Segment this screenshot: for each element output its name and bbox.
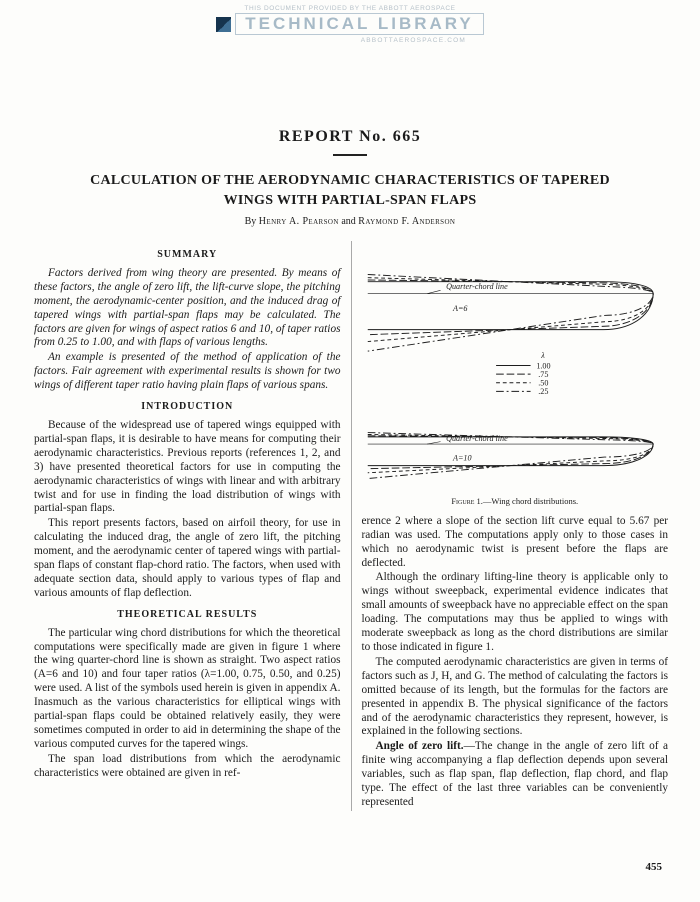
figure-legend <box>496 351 550 396</box>
right-paragraph-2: Although the ordinary lifting-line theory is applicable only to wings without sweepback, experimental evidence indicates that small amounts of sweepback have no appreciable effect on the span loading. The computations may thus be applied to wings with moderate sweepback as long as the chord distributions are similar to those indicated in figure 1. <box>361 571 668 653</box>
theoretical-paragraph-2: The span load distributions from which the aerodynamic characteristics were obtained are given in ref- <box>34 752 341 779</box>
watermark-frame <box>235 13 484 35</box>
figure-1 <box>362 241 669 509</box>
theoretical-results-heading: THEORETICAL RESULTS <box>117 608 258 620</box>
watermark-row <box>200 13 500 35</box>
introduction-paragraph-2: This report presents factors, based on airfoil theory, for use in calculating the induced drag, the angle of zero lift, the pitching moment, and the aerodynamic center of tapered wings with partial-span flaps of constant flap-chord ratio. The factors, when used with adequate section data, should apply to various types of flap and various amounts of flap deflection. <box>34 517 341 599</box>
right-paragraph-3: The computed aerodynamic characteristics are given in terms of factors such as J, H, and G. The method of calculating the factors is omitted because of its length, but the formulas for the factors are presented in appendix B. The physical significance of the factors and of the aerodynamic characteristics they represent, however, is explained in the following sections. <box>361 655 668 738</box>
title-line-1: CALCULATION OF THE AERODYNAMIC CHARACTERISTICS OF TAPERED <box>90 173 610 188</box>
byline <box>0 216 700 227</box>
wing-outline-taper-25-a6 <box>367 275 652 352</box>
wing-outline-taper-25-a10 <box>367 433 652 479</box>
angle-of-zero-lift-paragraph <box>362 740 669 810</box>
wing-outline-taper-50-a10 <box>367 434 652 472</box>
wing-outline-taper-75-a10 <box>367 436 652 469</box>
title-line-2: WINGS WITH PARTIAL-SPAN FLAPS <box>223 192 477 208</box>
quarter-chord-leader-a6 <box>427 290 440 293</box>
report-rule <box>333 154 367 156</box>
legend-title-lambda: λ <box>540 350 545 360</box>
right-paragraph-1: erence 2 where a slope of the section lift curve equal to 5.67 per radian was used. The computations apply only to those cases in which no aerodynamic twist is present before the flaps are deflected. <box>361 514 668 569</box>
legend-value-100: 1.00 <box>535 361 551 371</box>
quarter-chord-leader-a10 <box>427 442 440 444</box>
legend-value-50: .50 <box>537 378 548 388</box>
page-number: 455 <box>645 861 662 873</box>
page-title <box>55 171 645 210</box>
byline-prefix: By <box>244 216 259 227</box>
watermark-library-title: TECHNICAL LIBRARY <box>245 14 474 33</box>
angle-of-zero-lift-lead: Angle of zero lift. <box>375 740 464 753</box>
angle-of-zero-lift-text: —The change in the angle of zero lift of a finite wing accompanying a flap deflection depends upon several variables, such as flap span, flap deflection, flap chord, and flap type. The effect of the last three variables can be conveniently represented <box>361 740 668 808</box>
wing-outline-taper-100-a6 <box>367 282 652 330</box>
figure-caption-lead: Figure 1. <box>451 495 483 506</box>
summary-paragraph-1: Factors derived from wing theory are presented. By means of these factors, the angle of zero lift, the lift-curve slope, the pitching moment, the aerodynamic-center position, and the induced drag of tapered wings with partial-span flaps may be calculated. The factors are given for wings of aspect ratios 6 and 10, of taper ratios from 0.25 to 1.00, and with flaps of various lengths. <box>34 266 341 349</box>
left-column <box>34 241 351 811</box>
introduction-paragraph-1: Because of the widespread use of tapered wings equipped with partial-span flaps, it is desirable to have means for computing their aerodynamic characteristics. Previous reports (references 1, 2, and 3) have presented theoretical factors for use in computing the aerodynamic characteristics of wings with linear and with arbitrary twist and for use in finding the load distribution of wings with partial-span flaps. <box>34 418 341 515</box>
watermark-provided-by-text: THIS DOCUMENT PROVIDED BY THE ABBOTT AEROSPACE <box>244 5 456 12</box>
watermark <box>200 5 500 44</box>
figure-caption <box>362 495 669 509</box>
aspect-ratio-label-a10: A=10 <box>452 453 472 463</box>
author-2: Raymond F. Anderson <box>358 216 456 227</box>
aspect-ratio-label-a6: A=6 <box>452 303 468 313</box>
legend-value-75: .75 <box>537 370 548 380</box>
figure-caption-text: —Wing chord distributions. <box>482 495 579 506</box>
quarter-chord-label-a10: Quarter-chord line <box>445 434 508 444</box>
wing-chord-distributions-figure <box>362 241 669 492</box>
body-columns <box>34 241 668 811</box>
wing-outline-taper-75-a6 <box>367 280 652 335</box>
legend-value-25: .25 <box>537 387 548 397</box>
wing-outline-taper-50-a6 <box>367 278 652 342</box>
quarter-chord-label-a6: Quarter-chord line <box>445 281 508 291</box>
summary-heading: SUMMARY <box>157 249 218 260</box>
right-column <box>351 241 669 811</box>
report-number: REPORT No. 665 <box>278 128 422 145</box>
watermark-site-text: ABBOTTAEROSPACE.COM <box>360 37 466 44</box>
summary-paragraph-2: An example is presented of the method of application of the factors. Fair agreement with experimental results is shown for two wings of different taper ratio having plain flaps of various spans. <box>34 351 341 392</box>
byline-and: and <box>338 216 359 227</box>
wing-outline-taper-100-a10 <box>367 437 652 466</box>
introduction-heading: INTRODUCTION <box>141 401 234 413</box>
theoretical-paragraph-1: The particular wing chord distributions for which the theoretical computations were specifically made are given in figure 1 where the wing quarter-chord line is shown as straight. Two aspect ratios (A=6 and 10) and four taper ratios (λ=1.00, 0.75, 0.50, and 0.25) were used. A list of the symbols used herein is given in appendix A. Inasmuch as the various characteristics for elliptical wings with partial-span flaps could be obtained relatively easily, they were sometimes computed in order to aid in determining the shape of the various computed curves for the tapered wings. <box>34 626 341 750</box>
abbott-aerospace-logo-icon <box>216 17 231 32</box>
author-1: Henry A. Pearson <box>258 216 339 227</box>
